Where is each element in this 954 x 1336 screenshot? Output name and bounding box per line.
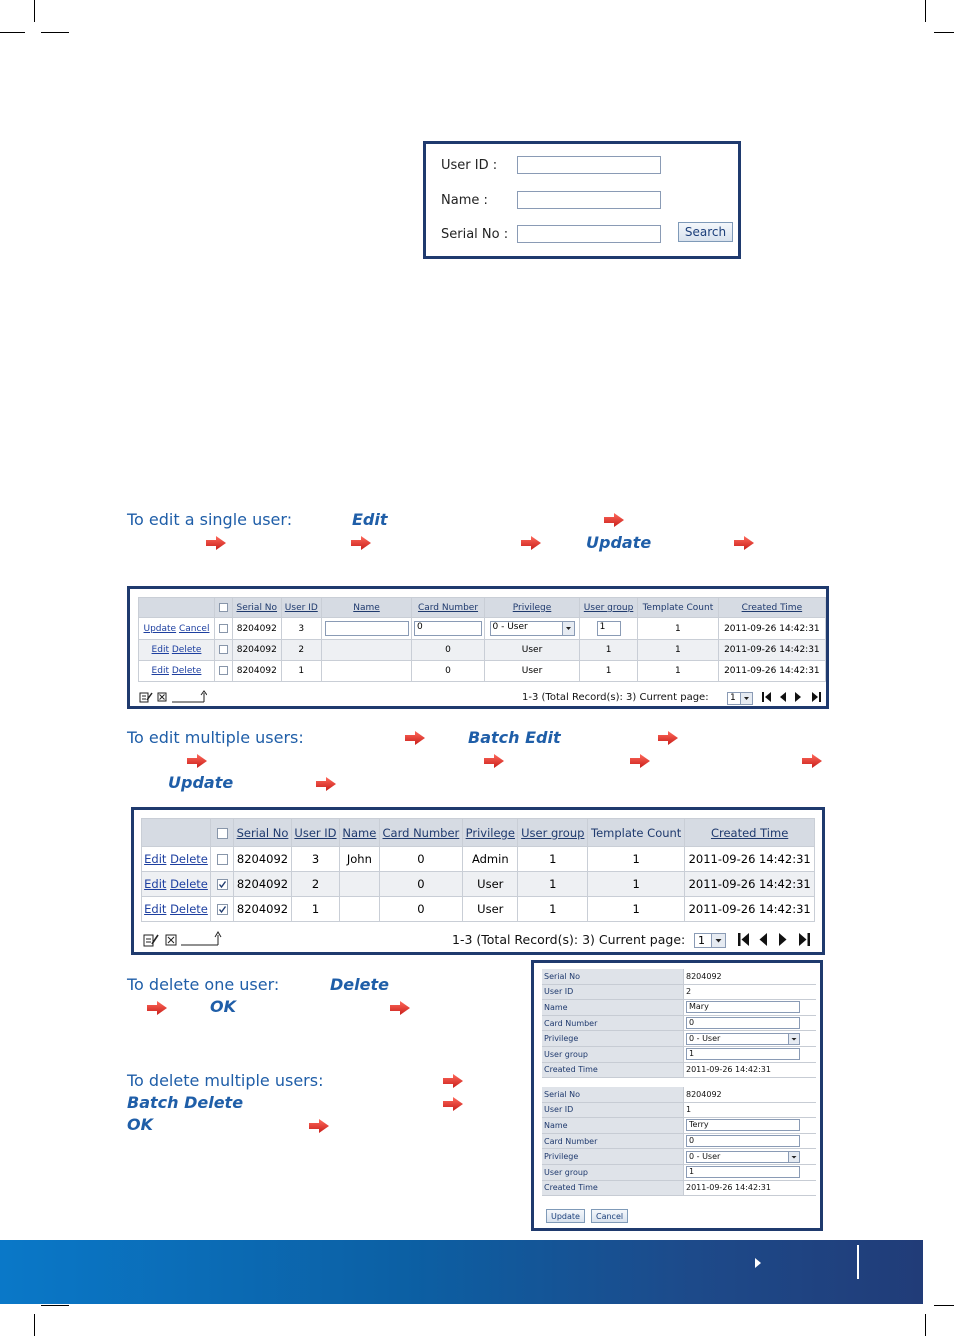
group-input[interactable]: 1 (686, 1048, 800, 1060)
table-header-row (139, 598, 826, 618)
cell-template: 1 (588, 872, 685, 897)
prev-page-icon[interactable] (758, 932, 768, 947)
arrow-right-icon (404, 730, 426, 746)
arrow-right-icon (801, 753, 823, 769)
privilege-select-value: 0 - User (689, 1033, 721, 1043)
multi-edit-table-frame (131, 807, 825, 955)
cell-user-id: 2 (291, 872, 339, 897)
select-all-checkbox[interactable] (219, 603, 228, 612)
col-privilege[interactable]: Privilege (465, 825, 515, 840)
label-serial: Serial No (542, 1087, 684, 1102)
cell-created: 2011-09-26 14:42:31 (685, 847, 815, 872)
kw-edit: Edit (352, 510, 388, 529)
label-user-id: User ID (542, 984, 684, 1000)
page-select-value: 1 (698, 934, 705, 947)
detail-record (542, 1087, 816, 1196)
crop-mark (934, 1305, 954, 1306)
value-user-id: 2 (684, 984, 817, 1000)
col-name[interactable]: Name (353, 602, 380, 613)
col-serial-no[interactable]: Serial No (236, 602, 278, 613)
dropdown-caret-icon (788, 1152, 799, 1162)
dropdown-caret-icon (562, 622, 574, 635)
serial-label: Serial No : (441, 227, 509, 242)
multi-edit-heading: To edit multiple users: (127, 728, 304, 747)
value-created: 2011-09-26 14:42:31 (684, 1180, 817, 1196)
row-checkbox[interactable] (219, 645, 228, 654)
value-serial: 8204092 (684, 1087, 817, 1102)
arrow-right-icon (629, 753, 651, 769)
cell-privilege: User (463, 872, 518, 897)
cell-template: 1 (588, 847, 685, 872)
kw-update: Update (586, 533, 652, 552)
cancel-link[interactable]: Cancel (178, 623, 210, 634)
cell-name (322, 661, 412, 682)
cell-card: 0 (379, 872, 462, 897)
cell-group: 1 (518, 872, 588, 897)
label-privilege: Privilege (542, 1149, 684, 1165)
kw-update: Update (168, 773, 234, 792)
col-card-number[interactable]: Card Number (382, 825, 460, 840)
last-page-icon[interactable] (798, 932, 811, 947)
cell-serial: 8204092 (233, 618, 282, 640)
row-checkbox[interactable] (219, 624, 228, 633)
cell-card: 0 (412, 661, 485, 682)
arrow-right-icon (308, 1118, 330, 1134)
users-table-edit-mode (138, 597, 826, 682)
label-name: Name (542, 1118, 684, 1134)
label-group: User group (542, 1164, 684, 1180)
row-checkbox-checked[interactable] (217, 879, 228, 890)
crop-mark (34, 1314, 35, 1336)
cell-user-id: 1 (291, 897, 339, 922)
detail-record (542, 969, 816, 1078)
privilege-select-value: 0 - User (492, 622, 528, 632)
edit-link[interactable]: Edit (151, 666, 169, 676)
cell-serial: 8204092 (233, 640, 282, 661)
arrow-right-icon (442, 1096, 464, 1112)
dropdown-caret-icon (740, 693, 752, 704)
label-created: Created Time (542, 1180, 684, 1196)
cell-user-id: 3 (281, 618, 321, 640)
name-input[interactable] (517, 191, 661, 209)
prev-page-icon[interactable] (778, 691, 787, 703)
arrow-right-icon (483, 753, 505, 769)
select-all-checkbox[interactable] (217, 828, 228, 839)
crop-mark (925, 1314, 926, 1336)
label-created: Created Time (542, 1062, 684, 1078)
value-created: 2011-09-26 14:42:31 (684, 1062, 817, 1078)
cell-card: 0 (379, 847, 462, 872)
privilege-select-value: 0 - User (689, 1151, 721, 1161)
cell-privilege: Admin (463, 847, 518, 872)
row-checkbox-checked[interactable] (217, 904, 228, 915)
name-input[interactable]: Mary (686, 1001, 800, 1013)
first-page-icon[interactable] (737, 932, 750, 947)
batch-edit-icon[interactable] (143, 933, 159, 947)
card-edit-input[interactable]: 0 (414, 621, 482, 636)
col-created-time[interactable]: Created Time (741, 602, 803, 613)
cell-privilege: User (485, 661, 580, 682)
delete-link[interactable]: Delete (170, 877, 208, 891)
single-edit-heading: To edit a single user: (127, 510, 293, 529)
crop-mark (41, 1305, 69, 1306)
label-card: Card Number (542, 1133, 684, 1149)
serial-input[interactable] (517, 225, 661, 243)
group-edit-input[interactable]: 1 (597, 621, 621, 636)
delete-link[interactable]: Delete (170, 852, 208, 866)
page-select[interactable] (694, 933, 726, 948)
table-row (139, 640, 826, 661)
dropdown-caret-icon (788, 1034, 799, 1044)
value-user-id: 1 (684, 1102, 817, 1118)
pagination-summary: 1-3 (Total Record(s): 3) Current page: (522, 692, 709, 703)
table-row (142, 897, 815, 922)
cell-created: 2011-09-26 14:42:31 (685, 872, 815, 897)
kw-ok: OK (210, 997, 236, 1016)
cell-group: 1 (518, 897, 588, 922)
cell-serial: 8204092 (234, 872, 292, 897)
arrow-right-icon (657, 730, 679, 746)
delete-multi-heading: To delete multiple users: (127, 1071, 324, 1090)
footer-bar (0, 1240, 923, 1304)
col-template-count: Template Count (642, 602, 714, 613)
table-row (139, 661, 826, 682)
restore-icon[interactable] (171, 690, 207, 703)
privilege-select[interactable] (490, 621, 575, 636)
arrow-right-icon (146, 1000, 168, 1016)
cell-template: 1 (638, 618, 719, 640)
batch-edit-icon[interactable] (139, 691, 153, 703)
next-page-icon[interactable] (794, 691, 803, 703)
users-table-batch-mode (141, 818, 815, 922)
name-input[interactable]: Terry (686, 1119, 800, 1131)
crop-mark (41, 32, 69, 33)
batch-delete-icon[interactable] (157, 692, 168, 703)
play-icon (754, 1257, 762, 1269)
single-edit-table-frame (127, 586, 829, 709)
cell-template: 1 (638, 640, 719, 661)
col-name[interactable]: Name (342, 825, 377, 840)
card-input[interactable]: 0 (686, 1017, 800, 1029)
arrow-right-icon (205, 535, 227, 551)
restore-icon[interactable] (180, 931, 222, 947)
col-privilege[interactable]: Privilege (512, 602, 552, 613)
cell-name (340, 897, 380, 922)
cell-created: 2011-09-26 14:42:31 (685, 897, 815, 922)
cell-created: 2011-09-26 14:42:31 (718, 618, 825, 640)
update-link[interactable]: Update (143, 623, 177, 634)
label-name: Name (542, 1000, 684, 1016)
col-user-group[interactable]: User group (583, 602, 634, 613)
cell-group: 1 (580, 640, 638, 661)
arrow-right-icon (733, 535, 755, 551)
cell-created: 2011-09-26 14:42:31 (718, 661, 825, 682)
update-button[interactable]: Update (546, 1209, 585, 1223)
label-group: User group (542, 1046, 684, 1062)
cell-card: 0 (379, 897, 462, 922)
arrow-right-icon (442, 1073, 464, 1089)
row-checkbox[interactable] (217, 854, 228, 865)
crop-mark (934, 32, 954, 33)
name-edit-input[interactable] (325, 621, 409, 636)
privilege-select[interactable] (686, 1151, 800, 1163)
batch-delete-icon[interactable] (165, 934, 178, 947)
kw-batch-delete: Batch Delete (127, 1093, 244, 1112)
user-id-label: User ID : (441, 158, 498, 173)
privilege-select[interactable] (686, 1033, 800, 1045)
table-header-row (142, 819, 815, 847)
delete-link[interactable]: Delete (170, 902, 208, 916)
cell-template: 1 (638, 661, 719, 682)
edit-link[interactable]: Edit (144, 852, 167, 866)
row-checkbox[interactable] (219, 666, 228, 675)
kw-ok: OK (127, 1115, 153, 1134)
cell-created: 2011-09-26 14:42:31 (718, 640, 825, 661)
cell-template: 1 (588, 897, 685, 922)
dropdown-caret-icon (711, 934, 725, 947)
kw-batch-edit: Batch Edit (468, 728, 561, 747)
col-created-time[interactable]: Created Time (710, 825, 789, 840)
cell-name (322, 640, 412, 661)
group-input[interactable]: 1 (686, 1166, 800, 1178)
footer-divider (857, 1245, 859, 1279)
cell-serial: 8204092 (233, 661, 282, 682)
search-button[interactable]: Search (678, 222, 733, 242)
cell-privilege: User (463, 897, 518, 922)
search-panel (423, 141, 741, 259)
label-user-id: User ID (542, 1102, 684, 1118)
batch-edit-detail-panel (531, 960, 823, 1231)
table-row (142, 847, 815, 872)
delete-one-heading: To delete one user: (127, 975, 280, 994)
col-user-id[interactable]: User ID (284, 602, 318, 613)
edit-link[interactable]: Edit (144, 877, 167, 891)
cell-serial: 8204092 (234, 897, 292, 922)
col-card-number[interactable]: Card Number (417, 602, 479, 613)
edit-link[interactable]: Edit (151, 645, 169, 655)
col-user-id[interactable]: User ID (294, 825, 337, 840)
cell-privilege: User (485, 640, 580, 661)
label-privilege: Privilege (542, 1031, 684, 1047)
kw-delete: Delete (330, 975, 389, 994)
page-select[interactable] (727, 692, 753, 705)
cell-group: 1 (580, 661, 638, 682)
crop-mark (0, 32, 25, 33)
arrow-right-icon (520, 535, 542, 551)
table-row (142, 872, 815, 897)
delete-link[interactable]: Delete (171, 666, 202, 676)
next-page-icon[interactable] (778, 932, 788, 947)
label-card: Card Number (542, 1015, 684, 1031)
arrow-right-icon (603, 512, 625, 528)
col-user-group[interactable]: User group (521, 825, 585, 840)
value-serial: 8204092 (684, 969, 817, 984)
crop-mark (34, 0, 35, 22)
card-input[interactable]: 0 (686, 1135, 800, 1147)
label-serial: Serial No (542, 969, 684, 984)
user-id-input[interactable] (517, 156, 661, 174)
arrow-right-icon (350, 535, 372, 551)
page-select-value: 1 (730, 693, 736, 703)
crop-mark (925, 0, 926, 22)
arrow-right-icon (389, 1000, 411, 1016)
arrow-right-icon (186, 753, 208, 769)
first-page-icon[interactable] (761, 691, 772, 703)
last-page-icon[interactable] (811, 691, 822, 703)
name-label: Name : (441, 193, 488, 208)
edit-link[interactable]: Edit (144, 902, 167, 916)
cell-user-id: 1 (281, 661, 321, 682)
cell-serial: 8204092 (234, 847, 292, 872)
col-template-count: Template Count (591, 825, 682, 840)
cancel-button[interactable]: Cancel (591, 1209, 628, 1223)
col-serial-no[interactable]: Serial No (236, 825, 289, 840)
cell-name (340, 872, 380, 897)
pagination-summary: 1-3 (Total Record(s): 3) Current page: (452, 932, 686, 947)
cell-user-id: 2 (281, 640, 321, 661)
cell-user-id: 3 (291, 847, 339, 872)
delete-link[interactable]: Delete (171, 645, 202, 655)
arrow-right-icon (315, 776, 337, 792)
cell-name: John (340, 847, 380, 872)
cell-group: 1 (518, 847, 588, 872)
cell-card: 0 (412, 640, 485, 661)
table-row (139, 618, 826, 640)
